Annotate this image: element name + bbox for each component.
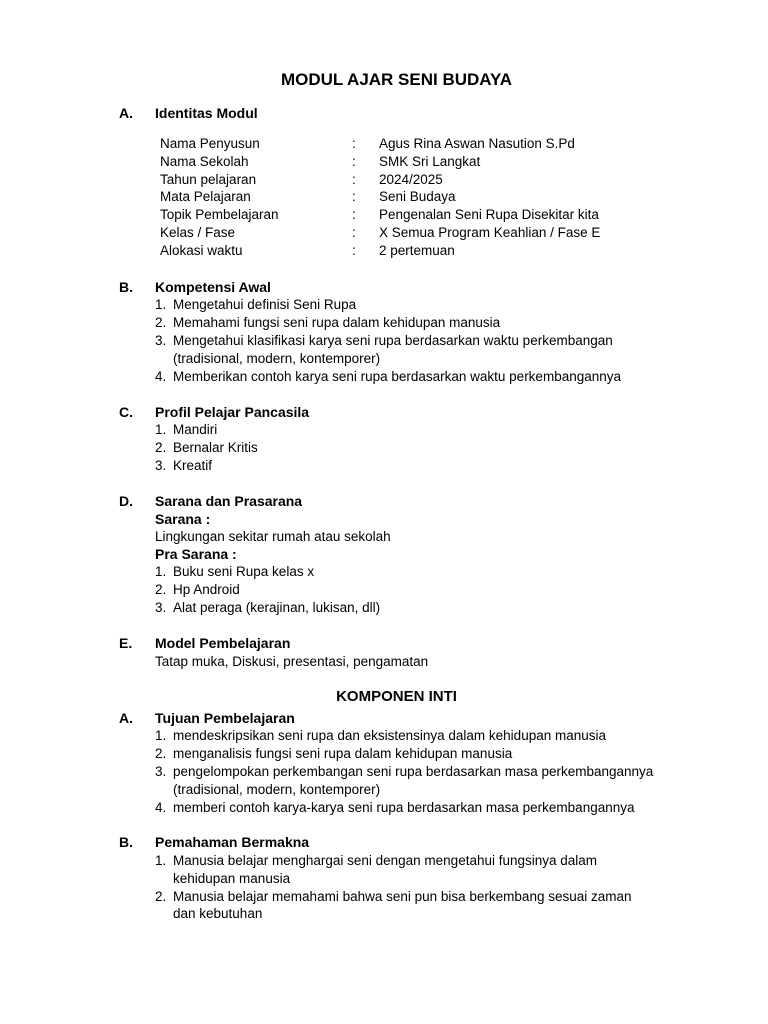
komponen-a-letter: A. <box>119 710 133 726</box>
list-item: Memahami fungsi seni rupa dalam kehidupan manusia <box>173 315 501 330</box>
section-b-letter: B. <box>119 279 133 295</box>
list-number: 4. <box>155 800 167 815</box>
komponen-title: KOMPONEN INTI <box>336 688 457 705</box>
section-c-letter: C. <box>119 404 133 420</box>
identity-label: Alokasi waktu <box>160 243 243 258</box>
identity-value: Pengenalan Seni Rupa Disekitar kita <box>379 207 599 222</box>
model-text: Tatap muka, Diskusi, presentasi, pengamatan <box>155 654 429 669</box>
identity-value: 2024/2025 <box>379 172 443 187</box>
list-number: 1. <box>155 853 167 868</box>
list-number: 1. <box>155 297 167 312</box>
list-item: mendeskripsikan seni rupa dan eksistensinya dalam kehidupan manusia <box>173 728 607 743</box>
list-number: 1. <box>155 564 167 579</box>
identity-colon: : <box>352 136 356 151</box>
komponen-a-title: Tujuan Pembelajaran <box>155 710 295 726</box>
list-item: Mengetahui definisi Seni Rupa <box>173 297 357 312</box>
list-item-continuation: (tradisional, modern, kontemporer) <box>173 782 381 797</box>
sarana-text: Lingkungan sekitar rumah atau sekolah <box>155 529 391 544</box>
komponen-b-title: Pemahaman Bermakna <box>155 834 310 850</box>
identity-colon: : <box>352 243 356 258</box>
identity-value: X Semua Program Keahlian / Fase E <box>379 225 601 240</box>
list-item: Manusia belajar memahami bahwa seni pun bisa berkembang sesuai zaman <box>173 889 632 904</box>
section-b-title: Kompetensi Awal <box>155 279 271 295</box>
list-item: Hp Android <box>173 582 240 597</box>
list-number: 2. <box>155 746 167 761</box>
list-item: menganalisis fungsi seni rupa dalam kehidupan manusia <box>173 746 513 761</box>
prasarana-label: Pra Sarana : <box>155 546 237 562</box>
section-d-title: Sarana dan Prasarana <box>155 493 303 509</box>
identity-label: Nama Penyusun <box>160 136 260 151</box>
list-number: 4. <box>155 369 167 384</box>
identity-value: Agus Rina Aswan Nasution S.Pd <box>379 136 575 151</box>
list-number: 1. <box>155 422 167 437</box>
list-number: 2. <box>155 440 167 455</box>
list-item: Bernalar Kritis <box>173 440 258 455</box>
list-number: 3. <box>155 764 167 779</box>
list-number: 2. <box>155 889 167 904</box>
list-number: 2. <box>155 582 167 597</box>
list-number: 3. <box>155 600 167 615</box>
list-item: Memberikan contoh karya seni rupa berdasarkan waktu perkembangannya <box>173 369 622 384</box>
list-item-continuation: (tradisional, modern, kontemporer) <box>173 351 381 366</box>
list-number: 2. <box>155 315 167 330</box>
identity-colon: : <box>352 154 356 169</box>
list-item: Buku seni Rupa kelas x <box>173 564 315 579</box>
list-item: Mandiri <box>173 422 218 437</box>
identity-value: SMK Sri Langkat <box>379 154 481 169</box>
list-number: 3. <box>155 458 167 473</box>
list-number: 3. <box>155 333 167 348</box>
list-item: Mengetahui klasifikasi karya seni rupa berdasarkan waktu perkembangan <box>173 333 613 348</box>
list-item-continuation: dan kebutuhan <box>173 906 263 921</box>
identity-colon: : <box>352 207 356 222</box>
list-item: memberi contoh karya-karya seni rupa berdasarkan masa perkembangannya <box>173 800 635 815</box>
identity-colon: : <box>352 189 356 204</box>
identity-colon: : <box>352 225 356 240</box>
identity-label: Nama Sekolah <box>160 154 249 169</box>
section-d-letter: D. <box>119 493 133 509</box>
identity-label: Topik Pembelajaran <box>160 207 279 222</box>
section-c-title: Profil Pelajar Pancasila <box>155 404 310 420</box>
list-item-continuation: kehidupan manusia <box>173 871 291 886</box>
sarana-label: Sarana : <box>155 511 211 527</box>
section-a-title: Identitas Modul <box>155 105 258 121</box>
list-item: pengelompokan perkembangan seni rupa berdasarkan masa perkembangannya <box>173 764 654 779</box>
list-item: Alat peraga (kerajinan, lukisan, dll) <box>173 600 381 615</box>
section-e-letter: E. <box>119 635 133 651</box>
identity-value: 2 pertemuan <box>379 243 455 258</box>
identity-label: Mata Pelajaran <box>160 189 251 204</box>
identity-value: Seni Budaya <box>379 189 456 204</box>
list-number: 1. <box>155 728 167 743</box>
komponen-b-letter: B. <box>119 834 133 850</box>
document-title: MODUL AJAR SENI BUDAYA <box>280 70 513 89</box>
identity-colon: : <box>352 172 356 187</box>
section-e-title: Model Pembelajaran <box>155 635 291 651</box>
section-a-letter: A. <box>119 105 133 121</box>
list-item: Manusia belajar menghargai seni dengan mengetahui fungsinya dalam <box>173 853 598 868</box>
list-item: Kreatif <box>173 458 213 473</box>
identity-label: Tahun pelajaran <box>160 172 257 187</box>
identity-label: Kelas / Fase <box>160 225 236 240</box>
